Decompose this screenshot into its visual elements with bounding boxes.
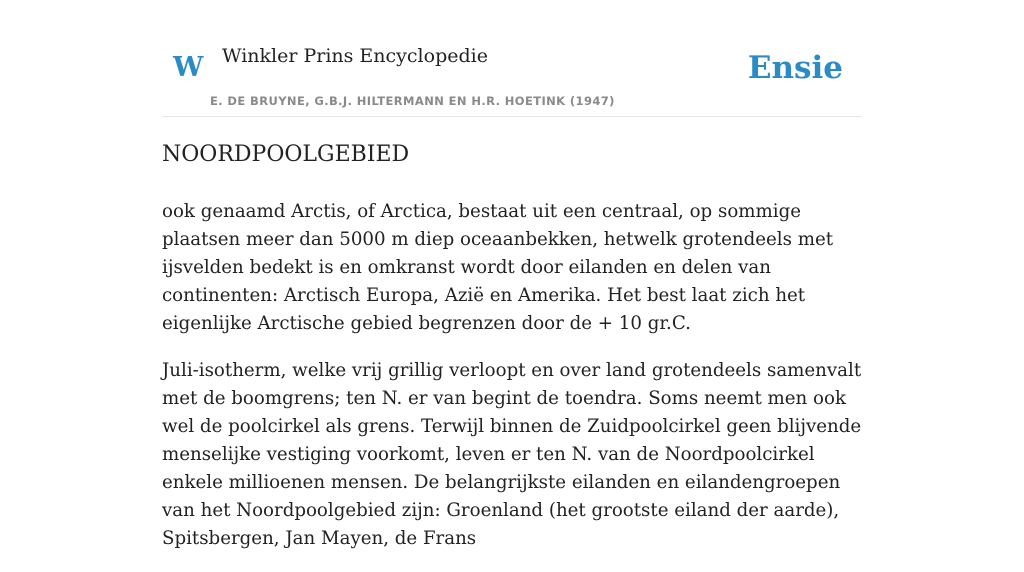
site-header — [162, 0, 862, 117]
publication-authors: E. DE BRUYNE, G.B.J. HILTERMANN EN H.R. HOETINK (1947) — [210, 94, 615, 108]
article-paragraph: ook genaamd Arctis, of Arctica, bestaat uit een centraal, op sommige plaatsen meer dan 5000 m diep oceaanbekken, hetwelk grotendeels met ijsvelden bedekt is en omkranst wordt door eilanden en delen van continenten: Arctisch Europa, Azië en Amerika. Het best laat zich het eigenlijke Arctische gebied begrenzen door de + 10 gr.C. — [162, 201, 834, 334]
publication-logo-icon[interactable]: W — [173, 52, 204, 83]
ensie-logo-link[interactable]: Ensie — [747, 50, 843, 86]
article-paragraph: Juli-isotherm, welke vrij grillig verloopt en over land grotendeels samenvalt met de boomgrens; ten N. er van begint de toendra. Soms neemt men ook wel de poolcirkel als grens. Terwijl binnen de Zuidpoolcirkel geen blijvende menselijke vestiging voorkomt, leven er ten N. van de Noordpoolcirkel enkele millioenen mensen. De belangrijkste eilanden en eilandengroepen van het Noordpoolgebied zijn: Groenland (het grootste eiland der aarde), Spitsbergen, Jan Mayen, de Frans — [162, 360, 862, 549]
publication-title[interactable]: Winkler Prins Encyclopedie — [222, 45, 488, 67]
article-headword: NOORDPOOLGEBIED — [162, 142, 410, 167]
article — [162, 140, 862, 572]
